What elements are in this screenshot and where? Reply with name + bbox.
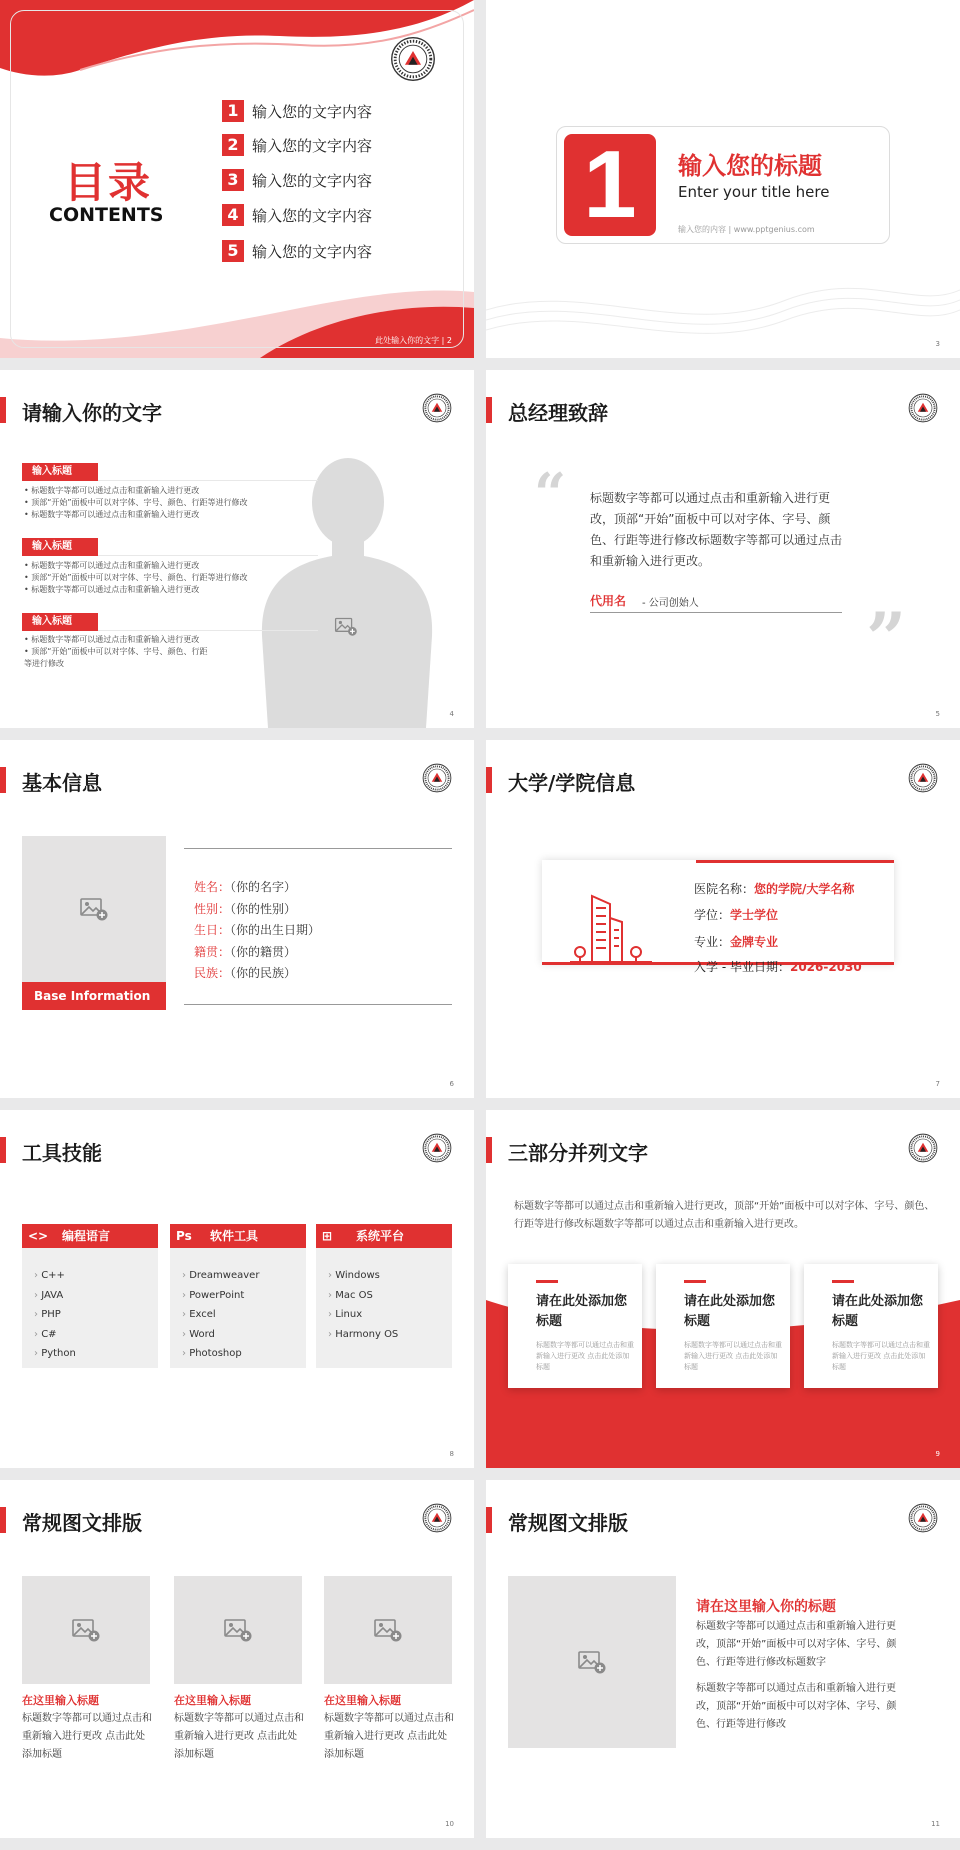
- title-accent-bar: [486, 1507, 492, 1533]
- list-item: › C#: [34, 1325, 76, 1345]
- info-label: 生日：: [194, 923, 231, 937]
- image-placeholder[interactable]: [508, 1576, 676, 1748]
- skill-list: [34, 1266, 76, 1364]
- contents-title: 目录: [64, 158, 153, 207]
- image-placeholder-icon: [577, 1649, 607, 1675]
- content-paragraph: 标题数字等都可以通过点击和重新输入进行更改，顶部“开始”面板中可以对字体、字号、颜色、行距等进行修改标题数字: [696, 1621, 897, 1668]
- slide-university-info: [486, 740, 960, 1098]
- toc-item[interactable]: [222, 169, 372, 191]
- university-seal-logo: [422, 763, 452, 793]
- toc-text: 输入您的文字内容: [252, 206, 373, 225]
- divider: [184, 848, 452, 849]
- divider: [590, 612, 842, 613]
- slide-speech: [486, 370, 960, 728]
- text-card: [804, 1264, 938, 1388]
- slide-title: 基本信息: [22, 771, 102, 795]
- page-number: 8: [449, 1450, 454, 1458]
- university-seal-logo: [422, 393, 452, 423]
- toc-text: 输入您的文字内容: [252, 136, 373, 155]
- slide-text: [0, 370, 474, 728]
- info-row: [194, 878, 296, 895]
- info-row: [694, 958, 862, 975]
- skill-column-header: [22, 1224, 158, 1248]
- page-number: 11: [931, 1820, 940, 1828]
- item-caption: 在这里输入标题: [174, 1694, 251, 1707]
- list-item: • 标题数字等都可以通过点击和重新输入进行更改: [24, 509, 264, 521]
- section-number: 1: [564, 134, 656, 236]
- item-text: 标题数字等都可以通过点击和重新输入进行更改 点击此处添加标题: [324, 1713, 454, 1760]
- list-item: › JAVA: [34, 1286, 76, 1306]
- accent-bar: [684, 1280, 706, 1283]
- bullet-list: [24, 560, 264, 596]
- info-row: [694, 933, 778, 950]
- list-item: › Windows: [328, 1266, 398, 1286]
- list-item: › Photoshop: [182, 1344, 259, 1364]
- divider: [184, 1004, 452, 1005]
- list-item: › Word: [182, 1325, 259, 1345]
- toc-number: 1: [222, 100, 244, 122]
- skill-column: [316, 1224, 452, 1368]
- page-number: 7: [935, 1080, 940, 1088]
- toc-number: 2: [222, 134, 244, 156]
- slide-section-title: [486, 0, 960, 358]
- image-placeholder[interactable]: [174, 1576, 302, 1684]
- info-row: [694, 880, 854, 897]
- list-item: • 顶部“开始”面板中可以对字体、字号、颜色、行距等进行修改: [24, 497, 264, 509]
- windows-icon: ⊞: [322, 1229, 333, 1243]
- info-value: 您的学院/大学名称: [754, 882, 855, 896]
- list-item: • 顶部“开始”面板中可以对字体、字号、颜色、行距等进行修改: [24, 646, 214, 670]
- image-placeholder-icon: [71, 1617, 101, 1643]
- toc-item[interactable]: [222, 204, 372, 226]
- image-placeholder-icon: [79, 896, 109, 922]
- info-label: 性别：: [194, 902, 231, 916]
- info-value: （你的出生日期）: [230, 923, 321, 937]
- title-accent-bar: [486, 1137, 492, 1163]
- info-label: 籍贯：: [194, 945, 231, 959]
- list-item: › Dreamweaver: [182, 1266, 259, 1286]
- text-card: [508, 1264, 642, 1388]
- slide-title: 常规图文排版: [508, 1511, 628, 1535]
- info-value: 金牌专业: [730, 935, 779, 949]
- content-heading: 请在这里输入你的标题: [696, 1599, 836, 1615]
- card-text: 标题数字等都可以通过点击和重新输入进行更改 点击此处添加标题: [832, 1341, 930, 1371]
- skill-column-header: [316, 1224, 452, 1248]
- slide-title: 工具技能: [22, 1141, 102, 1165]
- card-heading: 请在此处添加您标题: [832, 1294, 924, 1329]
- section-title: 输入您的标题: [678, 152, 822, 180]
- info-label: 学位：: [694, 908, 731, 922]
- list-item: › Mac OS: [328, 1286, 398, 1306]
- divider: [98, 480, 318, 481]
- page-number: 10: [445, 1820, 454, 1828]
- image-placeholder[interactable]: [324, 1576, 452, 1684]
- title-accent-bar: [0, 767, 6, 793]
- university-seal-logo: [390, 36, 436, 82]
- toc-text: 输入您的文字内容: [252, 242, 373, 261]
- content-paragraph: 标题数字等都可以通过点击和重新输入进行更改，顶部“开始”面板中可以对字体、字号、颜色、行距等进行修改: [696, 1683, 897, 1730]
- title-accent-bar: [0, 1507, 6, 1533]
- title-accent-bar: [0, 1137, 6, 1163]
- slide-title: 三部分并列文字: [508, 1141, 648, 1165]
- image-placeholder[interactable]: [22, 1576, 150, 1684]
- skill-column: [22, 1224, 158, 1368]
- text-card: [656, 1264, 790, 1388]
- page-number: 9: [935, 1450, 940, 1458]
- info-value: （你的性别）: [230, 902, 297, 916]
- page-number: 5: [935, 710, 940, 718]
- skill-column-header: [170, 1224, 306, 1248]
- page-number: 4: [449, 710, 454, 718]
- info-row: [194, 900, 296, 917]
- list-item: › C++: [34, 1266, 76, 1286]
- university-seal-logo: [422, 1503, 452, 1533]
- slide-title: 大学/学院信息: [508, 771, 636, 795]
- photoshop-icon: Ps: [176, 1229, 192, 1243]
- toc-text: 输入您的文字内容: [252, 171, 373, 190]
- toc-item[interactable]: [222, 240, 372, 262]
- info-row: [194, 964, 296, 981]
- title-accent-bar: [0, 397, 6, 423]
- info-row: [694, 906, 778, 923]
- info-value: （你的籍贯）: [230, 945, 297, 959]
- skill-list: [328, 1266, 398, 1344]
- item-caption: 在这里输入标题: [324, 1694, 401, 1707]
- list-item: › Harmony OS: [328, 1325, 398, 1345]
- university-seal-logo: [908, 1503, 938, 1533]
- title-accent-bar: [486, 767, 492, 793]
- skill-list: [182, 1266, 259, 1364]
- toc-text: 输入您的文字内容: [252, 102, 373, 121]
- slide-contents: [0, 0, 474, 358]
- group-tag: 输入标题: [22, 538, 98, 556]
- slide-title: 总经理致辞: [508, 401, 608, 425]
- section-small-text: 输入您的内容 | www.pptgenius.com: [678, 225, 815, 234]
- skill-column-label: 软件工具: [210, 1229, 259, 1243]
- photo-caption: Base Information: [22, 982, 166, 1010]
- list-item: › PHP: [34, 1305, 76, 1325]
- code-icon: <>: [28, 1229, 49, 1243]
- university-seal-logo: [422, 1133, 452, 1163]
- slide-three-parts: [486, 1110, 960, 1468]
- info-value: （你的名字）: [230, 880, 297, 894]
- info-label: 入学 - 毕业日期：: [694, 960, 790, 974]
- list-item: • 标题数字等都可以通过点击和重新输入进行更改: [24, 634, 214, 646]
- info-row: [194, 943, 296, 960]
- page-number: 6: [449, 1080, 454, 1088]
- speaker-name: 代用名: [590, 594, 627, 608]
- info-label: 民族：: [194, 966, 231, 980]
- info-label: 姓名：: [194, 880, 231, 894]
- group-tag: 输入标题: [22, 463, 98, 481]
- info-value: 2026-2030: [789, 960, 862, 974]
- group-tag: 输入标题: [22, 613, 98, 631]
- info-label: 医院名称：: [694, 882, 755, 896]
- info-value: （你的民族）: [230, 966, 297, 980]
- card-text: 标题数字等都可以通过点击和重新输入进行更改 点击此处添加标题: [684, 1341, 782, 1371]
- accent-bar: [832, 1280, 854, 1283]
- toc-number: 3: [222, 169, 244, 191]
- list-item: › Linux: [328, 1305, 398, 1325]
- item-text: 标题数字等都可以通过点击和重新输入进行更改 点击此处添加标题: [174, 1713, 304, 1760]
- open-quote-icon: “: [534, 461, 567, 527]
- divider: [98, 555, 318, 556]
- accent-bar: [536, 1280, 558, 1283]
- toc-number: 4: [222, 204, 244, 226]
- title-accent-bar: [486, 397, 492, 423]
- page-number: 3: [935, 340, 940, 348]
- university-seal-logo: [908, 393, 938, 423]
- slide-skills: [0, 1110, 474, 1468]
- info-row: [194, 921, 320, 938]
- slide-title: 常规图文排版: [22, 1511, 142, 1535]
- list-item: • 标题数字等都可以通过点击和重新输入进行更改: [24, 485, 264, 497]
- photo-placeholder[interactable]: [22, 836, 166, 982]
- bullet-list: [24, 485, 264, 521]
- slide-title: 请输入你的文字: [22, 401, 162, 425]
- contents-subtitle: CONTENTS: [49, 204, 164, 226]
- info-label: 专业：: [694, 935, 731, 949]
- list-item: › Excel: [182, 1305, 259, 1325]
- slide-image-text: [0, 1480, 474, 1838]
- description: 标题数字等都可以通过点击和重新输入进行更改，顶部“开始”面板中可以对字体、字号、颜色、行距等进行修改标题数字等都可以通过点击和重新输入进行更改。: [514, 1201, 935, 1230]
- wave-lines-decoration: [486, 250, 960, 358]
- item-text: 标题数字等都可以通过点击和重新输入进行更改 点击此处添加标题: [22, 1713, 152, 1760]
- speech-body: 标题数字等都可以通过点击和重新输入进行更改，顶部“开始”面板中可以对字体、字号、颜色、行距等进行修改标题数字等都可以通过点击和重新输入进行更改。: [590, 491, 843, 568]
- divider: [98, 630, 318, 631]
- list-item: • 标题数字等都可以通过点击和重新输入进行更改: [24, 560, 264, 572]
- toc-number: 5: [222, 240, 244, 262]
- card-heading: 请在此处添加您标题: [684, 1294, 776, 1329]
- toc-item[interactable]: [222, 100, 372, 122]
- info-value: 学士学位: [730, 908, 779, 922]
- speaker-role: - 公司创始人: [642, 598, 699, 609]
- close-quote-icon: ”: [866, 597, 907, 680]
- footer-text: 此处输入你的文字 | 2: [375, 336, 452, 345]
- image-placeholder-icon: [373, 1617, 403, 1643]
- item-caption: 在这里输入标题: [22, 1694, 99, 1707]
- skill-column-label: 编程语言: [62, 1229, 111, 1243]
- slide-basic-info: [0, 740, 474, 1098]
- list-item: • 顶部“开始”面板中可以对字体、字号、颜色、行距等进行修改: [24, 572, 264, 584]
- building-icon: [570, 890, 652, 964]
- list-item: › PowerPoint: [182, 1286, 259, 1306]
- list-item: › Python: [34, 1344, 76, 1364]
- list-item: • 标题数字等都可以通过点击和重新输入进行更改: [24, 584, 264, 596]
- section-subtitle: Enter your title here: [678, 183, 830, 201]
- bullet-list: [24, 634, 214, 670]
- image-placeholder-icon: [223, 1617, 253, 1643]
- card-heading: 请在此处添加您标题: [536, 1294, 628, 1329]
- skill-column-label: 系统平台: [356, 1229, 405, 1243]
- slide-image-text-2: [486, 1480, 960, 1838]
- accent-bar: [696, 860, 894, 863]
- skill-column: [170, 1224, 306, 1368]
- person-silhouette-image[interactable]: [248, 456, 444, 728]
- university-seal-logo: [908, 1133, 938, 1163]
- toc-item[interactable]: [222, 134, 372, 156]
- university-seal-logo: [908, 763, 938, 793]
- card-text: 标题数字等都可以通过点击和重新输入进行更改 点击此处添加标题: [536, 1341, 634, 1371]
